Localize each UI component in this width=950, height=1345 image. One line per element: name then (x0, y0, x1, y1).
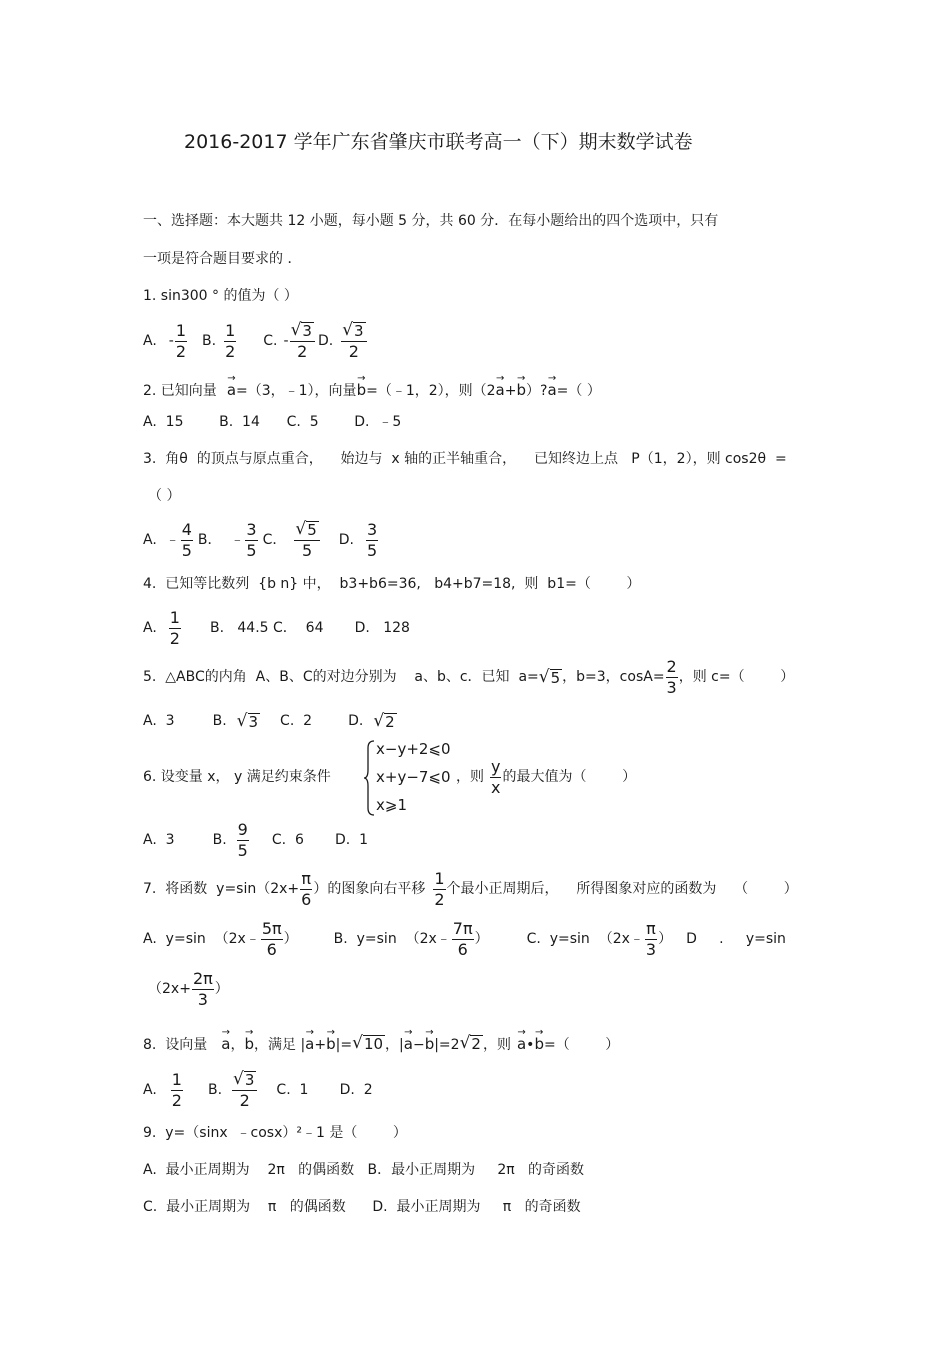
q6-constraint-1: x−y+2⩽0 (376, 740, 451, 758)
q3-option-a-label: A. ﹣ (143, 532, 180, 548)
q4-options-rest: B. 44.5 C． 64 D. 128 (209, 620, 410, 636)
q9-stem: 9. y=（sinx ﹣cosx）²﹣1 是（ ） (143, 1125, 407, 1141)
q3-option-c-fraction: √ 5 5 (294, 521, 319, 559)
q8-option-a-fraction: $\frac{1}{2}$ (171, 1069, 182, 1110)
q6-constraint-3: x⩾1 (376, 796, 407, 814)
q3-stem-line2: （ ） (148, 488, 181, 504)
q7-one-half: $\frac{1}{2}$ (434, 868, 445, 909)
vector-b: → b (534, 1027, 544, 1053)
q5-option-a: A. 3 (143, 713, 175, 729)
q7-pi-over-6: $\frac{\pi}{6}$ (301, 868, 312, 909)
q1-options: A. - $\frac{1}{2}$ B. $\frac{1}{2}$ C. - √ 3 2 D. √ 3 2 (143, 320, 368, 362)
q3-option-a-fraction: $\frac{4}{5}$ (181, 519, 192, 560)
q9-options-ab: A. 最小正周期为 2π 的偶函数 B．最小正周期为 2π 的奇函数 (143, 1162, 585, 1178)
q8-options-rest: C. 1 D. 2 (276, 1082, 373, 1098)
q5-options (143, 708, 397, 734)
vector-b: → b (424, 1027, 435, 1053)
q1-option-a-label: A. (143, 333, 157, 349)
vector-b: → b (356, 373, 367, 399)
q9-options-cd: C. 最小正周期为 π 的偶函数 D. 最小正周期为 π 的奇函数 (143, 1199, 581, 1215)
q6-constraint-2: x+y−7⩽0 (376, 768, 451, 786)
q8-option-b-label: B. (207, 1082, 223, 1098)
q1-option-b-fraction: $\frac{1}{2}$ (225, 320, 236, 361)
q8-option-b-fraction: √ 3 2 (232, 1071, 257, 1109)
vector-a: → a (516, 1027, 527, 1053)
section-header-line2: 一项是符合题目要求的 ． (143, 251, 302, 267)
q7-option-d-fraction: $\frac{2\pi}{3}$ (192, 968, 213, 1009)
vector-a: → a (547, 373, 557, 399)
q5-option-d-label: D. (348, 713, 364, 729)
q5-option-d-radical: √ 2 (373, 710, 395, 731)
q7-option-a-fraction: $\frac{5\pi}{6}$ (261, 918, 282, 959)
q6-constraint-system (364, 740, 456, 816)
q1-stem: 1. sin300 ° 的值为（ ） (143, 288, 298, 304)
q6-option-b-fraction: $\frac{9}{5}$ (237, 819, 248, 860)
q3-option-c-label: C． (262, 532, 287, 548)
q3-option-d-fraction: $\frac{3}{5}$ (366, 519, 378, 560)
q3-stem-line1: 3. 角θ 的顶点与原点重合， 始边与 x 轴的正半轴重合， 已知终边上点 P（1，2），则 cos2θ = (143, 451, 787, 467)
vector-a: → a (221, 1027, 231, 1053)
q2-options: A. 15 B. 14 C. 5 D. ﹣5 (143, 414, 402, 430)
q7-option-d-label: D . y=sin (686, 931, 786, 947)
q3-option-d-label: D. (338, 532, 354, 548)
section-header-line1: 一、选择题：本大题共 12 小题，每小题 5 分，共 60 分．在每小题给出的四个选项中，只有 (143, 213, 719, 229)
q5-option-b-label: B. (212, 713, 227, 729)
q7-option-d-continued: （2x+ $\frac{2\pi}{3}$ ） (148, 968, 229, 1009)
q6-stem-start: 6. 设变量 x， y 满足约束条件 (143, 769, 331, 785)
q3-option-b-fraction: $\frac{3}{5}$ (246, 519, 257, 560)
q8-stem: 8. 设向量 → a ， → b ，满足 | → a + → b |= √ 10 ，| → a − → b |=2 √ 2 ，则 → a • → b =（ ） (143, 1027, 620, 1053)
q7-options: A. y=sin （2x﹣ $\frac{5\pi}{6}$ ） B. y=sin （2x﹣ $\frac{7\pi}{6}$ ） C. y=sin （2x﹣ $\frac{\pi}{3}$ ） D . y=sin (143, 918, 786, 959)
q1-option-b-label: B. (202, 333, 217, 349)
q8-sqrt2: √ 2 (459, 1033, 481, 1053)
q8-option-a-label: A. (143, 1082, 157, 1098)
q2-stem: 2. 已知向量 → a =（3，﹣1），向量 → b =（﹣1，2），则（2 → a + → b ）? → a =（ ） (143, 373, 601, 399)
q7-option-c-fraction: $\frac{\pi}{3}$ (645, 918, 657, 959)
q5-sqrt5: √ 5 (538, 666, 561, 687)
q5-stem: 5. △ABC的内角 A、B、C的对边分别为 a、b、c．已知 a= √ 5 ，b=3，cosA= $\frac{2}{3}$ ，则 c=（ ） (143, 656, 795, 697)
q7-stem: 7. 将函数 y=sin（2x+ $\frac{\pi}{6}$ ）的图象向右平移 $\frac{1}{2}$ 个最小正周期后， 所得图象对应的函数为 （ ） (143, 868, 798, 909)
q4-option-a-fraction: $\frac{1}{2}$ (169, 607, 180, 648)
vector-b: → b (244, 1027, 254, 1053)
q7-option-a-label: A. y=sin （2x﹣ (143, 931, 260, 947)
q3-option-b-label: B． ﹣ (197, 532, 245, 548)
q8-options (143, 1068, 373, 1112)
vector-b: → b (326, 1027, 336, 1053)
q7-option-c-label: C. y=sin （2x﹣ (526, 931, 644, 947)
q1-option-c-label: C. (263, 333, 278, 349)
q5-option-b-radical: √ 3 (236, 710, 259, 731)
vector-a: → a (403, 1027, 413, 1053)
left-brace-icon (364, 740, 376, 816)
q4-stem: 4. 已知等比数列 {b n} 中， b3+b6=36, b4+b7=18, 则 b1=（ ） (143, 576, 641, 592)
q7-option-b-label: B. y=sin （2x﹣ (333, 931, 451, 947)
vector-a: → a (495, 373, 505, 399)
q1-option-d-fraction: √ 3 2 (341, 322, 366, 360)
q6-y-over-x: $\frac{y}{x}$ (491, 756, 501, 797)
q6-options (143, 818, 368, 862)
q6-stem-end: ，则 $\frac{y}{x}$ 的最大值为（ ） (456, 756, 637, 797)
q6-option-a: A. 3 (143, 832, 175, 848)
q8-sqrt10: √ 10 (352, 1033, 384, 1053)
vector-a: → a (305, 1027, 315, 1053)
q1-option-d-label: D. (317, 333, 334, 349)
q6-option-b-label: B. (212, 832, 227, 848)
q4-option-a-label: A. (143, 620, 157, 636)
vector-a: → a (226, 373, 237, 399)
q5-cos-fraction: $\frac{2}{3}$ (666, 656, 677, 697)
vector-b: → b (516, 373, 527, 399)
exam-title: 2016-2017 学年广东省肇庆市联考高一（下）期末数学试卷 (184, 131, 693, 153)
q3-options (143, 518, 379, 562)
q1-option-a-fraction: $\frac{1}{2}$ (175, 320, 187, 361)
q7-option-b-fraction: $\frac{7\pi}{6}$ (452, 918, 473, 959)
q1-option-c-fraction: √ 3 2 (290, 322, 315, 360)
q4-options (143, 606, 410, 650)
q5-option-c: C. 2 (280, 713, 313, 729)
q6-options-rest: C. 6 D. 1 (271, 832, 369, 848)
